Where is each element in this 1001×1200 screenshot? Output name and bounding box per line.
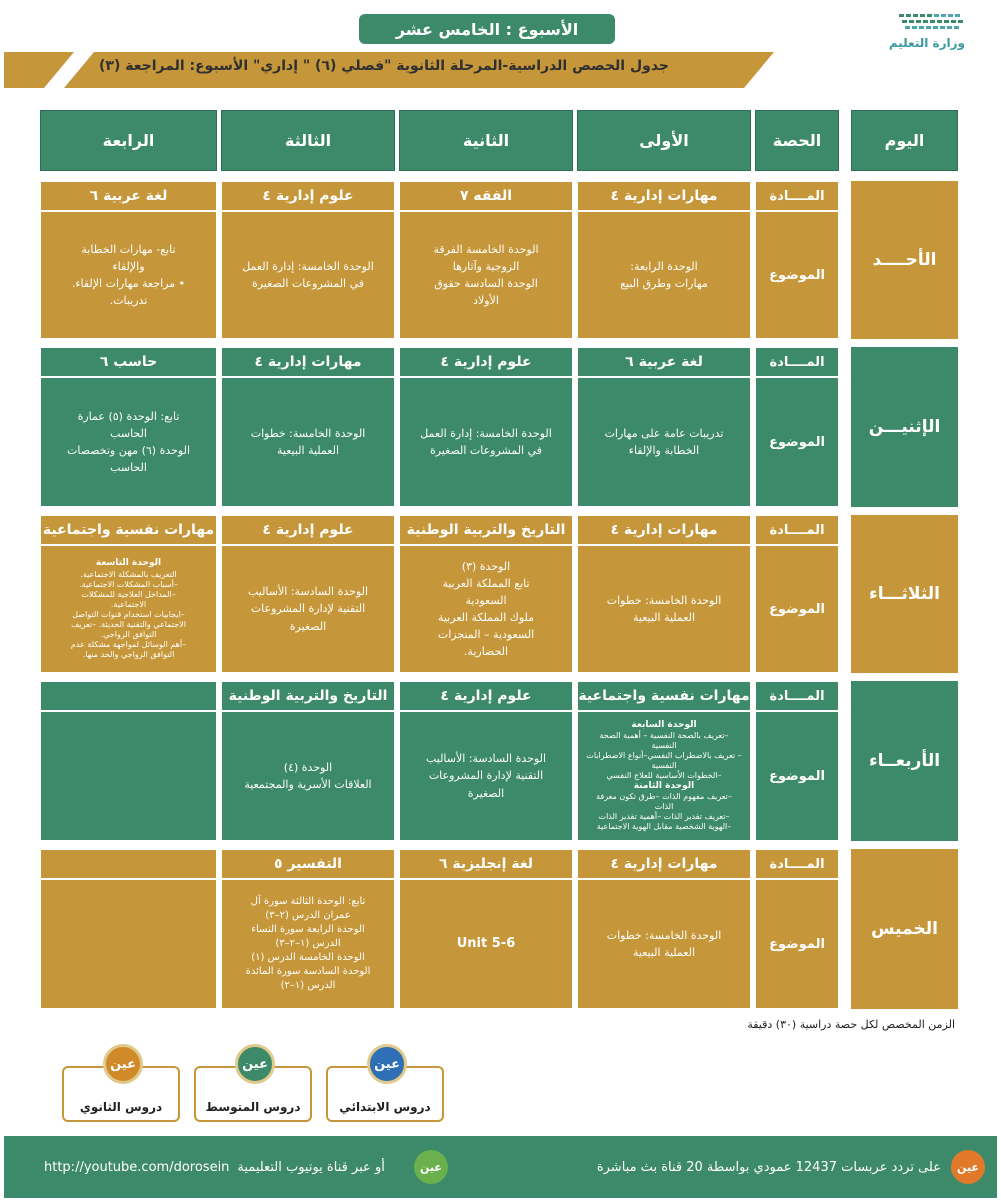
topic-cell: الوحدة الخامسة: خطوات العملية البيعية xyxy=(221,377,395,507)
day-tuesday: الثلاثـــاء xyxy=(851,515,958,673)
subject-cell: مهارات إدارية ٤ xyxy=(577,849,751,879)
label-topic: الموضوع xyxy=(755,711,839,841)
header-period: الحصة xyxy=(755,110,839,171)
subject-cell: علوم إدارية ٤ xyxy=(399,681,573,711)
label-subject: المــــادة xyxy=(755,181,839,211)
topic-cell: تدريبات عامة على مهارات الخطابة والإلقاء xyxy=(577,377,751,507)
schedule-title: جدول الحصص الدراسية-المرحلة الثانوية "فصلي (٦) " إداري" الأسبوع: المراجعة (٣) xyxy=(98,58,670,74)
subject-cell: مهارات نفسية واجتماعية xyxy=(577,681,751,711)
label-topic: الموضوع xyxy=(755,545,839,673)
badge-intermediate[interactable] xyxy=(194,1056,312,1122)
subject-cell: لغة عربية ٦ xyxy=(40,181,217,211)
topic-heading: الوحدة السابعة xyxy=(631,719,697,730)
ein-logo-icon: عين xyxy=(235,1044,275,1084)
topic-cell: الوحدة الخامسة الفرقة الزوجية وآثارها الوحدة السادسة حقوق الأولاد xyxy=(399,211,573,339)
youtube-text: أو عبر قناة يوتيوب التعليمية xyxy=(237,1160,385,1175)
header-day: اليوم xyxy=(851,110,958,171)
badge-secondary[interactable] xyxy=(62,1056,180,1122)
subject-cell: حاسب ٦ xyxy=(40,347,217,377)
ein-logo-icon: عين xyxy=(103,1044,143,1084)
week-title: الأسبوع : الخامس عشر xyxy=(359,14,615,44)
subject-cell: مهارات إدارية ٤ xyxy=(577,515,751,545)
footer-bar xyxy=(4,1136,997,1198)
subject-cell xyxy=(40,849,217,879)
header-period-1: الأولى xyxy=(577,110,751,171)
topic-cell: الوحدة السادسة: الأساليب التقنية لإدارة المشروعات الصغيرة xyxy=(221,545,395,673)
subject-cell: علوم إدارية ٤ xyxy=(399,347,573,377)
ministry-emblem-icon xyxy=(899,12,963,34)
subject-cell: التفسير ٥ xyxy=(221,849,395,879)
header-period-3: الثالثة xyxy=(221,110,395,171)
badge-primary[interactable] xyxy=(326,1056,444,1122)
day-wednesday: الأربعــاء xyxy=(851,681,958,841)
badge-label: دروس الابتدائي xyxy=(339,1100,431,1114)
topic-cell: الوحدة الرابعة: مهارات وطرق البيع xyxy=(577,211,751,339)
label-topic: الموضوع xyxy=(755,211,839,339)
topic-cell: الوحدة الخامسة: إدارة العمل في المشروعات الصغيرة xyxy=(221,211,395,339)
day-monday: الإثنيـــن xyxy=(851,347,958,507)
subject-cell: لغة إنجليزية ٦ xyxy=(399,849,573,879)
topic-cell: الوحدة (٤) العلاقات الأسرية والمجتمعية xyxy=(221,711,395,841)
topic-cell: الوحدة الخامسة: خطوات العملية البيعية xyxy=(577,879,751,1009)
topic-cell: الوحدة السادسة: الأساليب التقنية لإدارة المشروعات الصغيرة xyxy=(399,711,573,841)
ein-logo-icon: عين xyxy=(367,1044,407,1084)
youtube-channel-icon: عين xyxy=(414,1150,448,1184)
topic-body: –تعريف بالصحة النفسية – أهمية الصحة النفسية – تعريف بالاضطراب النفسي–أنواع الاضطرابات النفسية –الخطوات الأساسية للعلاج النفسي xyxy=(586,731,742,780)
topic-cell: تابع: الوحدة (٥) عمارة الحاسب الوحدة (٦) مهن وتخصصات الحاسب xyxy=(40,377,217,507)
label-subject: المــــادة xyxy=(755,347,839,377)
label-subject: المــــادة xyxy=(755,681,839,711)
subject-cell: الفقه ٧ xyxy=(399,181,573,211)
badge-label: دروس الثانوي xyxy=(79,1100,163,1114)
topic-cell: تابع: الوحدة الثالثة سورة آل عمران الدرس (٢–٣) الوحدة الرابعة سورة النساء الدرس (١–٢–٣) الوحدة الخامسة الدرس (١) الوحدة السادسة سورة المائدة الدرس (١–٢) xyxy=(221,879,395,1009)
day-thursday: الخميس xyxy=(851,849,958,1009)
header-period-4: الرابعة xyxy=(40,110,217,171)
day-sunday: الأحــــد xyxy=(851,181,958,339)
label-topic: الموضوع xyxy=(755,377,839,507)
subject-cell: مهارات إدارية ٤ xyxy=(221,347,395,377)
subject-cell: لغة عربية ٦ xyxy=(577,347,751,377)
topic-body: التعريف بالمشكلة الاجتماعية. –أسباب المشكلات الاجتماعية. –المداخل العلاجية للمشكلات الاجتماعية. –ايجابيات استخدام قنوات التواصل الاجتماعي والتقنية الحديثة. –تعريف التوافق الزواجي. –أهم الوسائل لمواجهة مشكلة عدم التوافق الزواجي والحد منها. xyxy=(70,569,187,659)
subject-cell: التاريخ والتربية الوطنية xyxy=(221,681,395,711)
youtube-info xyxy=(44,1160,385,1175)
topic-cell: Unit 5-6 xyxy=(399,879,573,1009)
topic-cell: الوحدة الخامسة: خطوات العملية البيعية xyxy=(577,545,751,673)
satellite-info: على تردد عربسات 12437 عمودي بواسطة 20 قناة بث مباشرة xyxy=(596,1160,941,1175)
topic-cell xyxy=(40,879,217,1009)
topic-cell xyxy=(40,545,217,673)
youtube-link[interactable]: http://youtube.com/dorosein xyxy=(44,1160,230,1175)
topic-cell: الوحدة الخامسة: إدارة العمل في المشروعات الصغيرة xyxy=(399,377,573,507)
subject-cell: مهارات نفسية واجتماعية xyxy=(40,515,217,545)
title-band xyxy=(4,52,996,88)
subject-cell: علوم إدارية ٤ xyxy=(221,515,395,545)
topic-cell: تابع- مهارات الخطابة والإلقاء • مراجعة مهارات الإلقاء. تدريبات. xyxy=(40,211,217,339)
header-period-2: الثانية xyxy=(399,110,573,171)
topic-body: –تعريف مفهوم الذات –طرق تكون معرفة الذات –تعريف تقدير الذات –أهمية تقدير الذات –الهوية الشخصية مقابل الهوية الاجتماعية xyxy=(596,792,732,832)
topic-heading: الوحدة التاسعة xyxy=(95,558,162,569)
subject-cell: التاريخ والتربية الوطنية xyxy=(399,515,573,545)
subject-cell xyxy=(40,681,217,711)
subject-cell: علوم إدارية ٤ xyxy=(221,181,395,211)
topic-cell: الوحدة (٣) تابع المملكة العربية السعودية ملوك المملكة العربية السعودية – المنجزات الحضارية. xyxy=(399,545,573,673)
label-topic: الموضوع xyxy=(755,879,839,1009)
label-subject: المــــادة xyxy=(755,515,839,545)
topic-heading: الوحدة الثامنة xyxy=(633,781,695,791)
subject-cell: مهارات إدارية ٤ xyxy=(577,181,751,211)
label-subject: المــــادة xyxy=(755,849,839,879)
topic-cell xyxy=(40,711,217,841)
badge-label: دروس المتوسط xyxy=(205,1100,301,1114)
ministry-name: وزارة التعليم xyxy=(888,36,965,50)
period-duration-note: الزمن المخصص لكل حصة دراسية (٣٠) دقيقة xyxy=(747,1018,955,1031)
ein-logo-icon: عين xyxy=(951,1150,985,1184)
topic-cell xyxy=(577,711,751,841)
